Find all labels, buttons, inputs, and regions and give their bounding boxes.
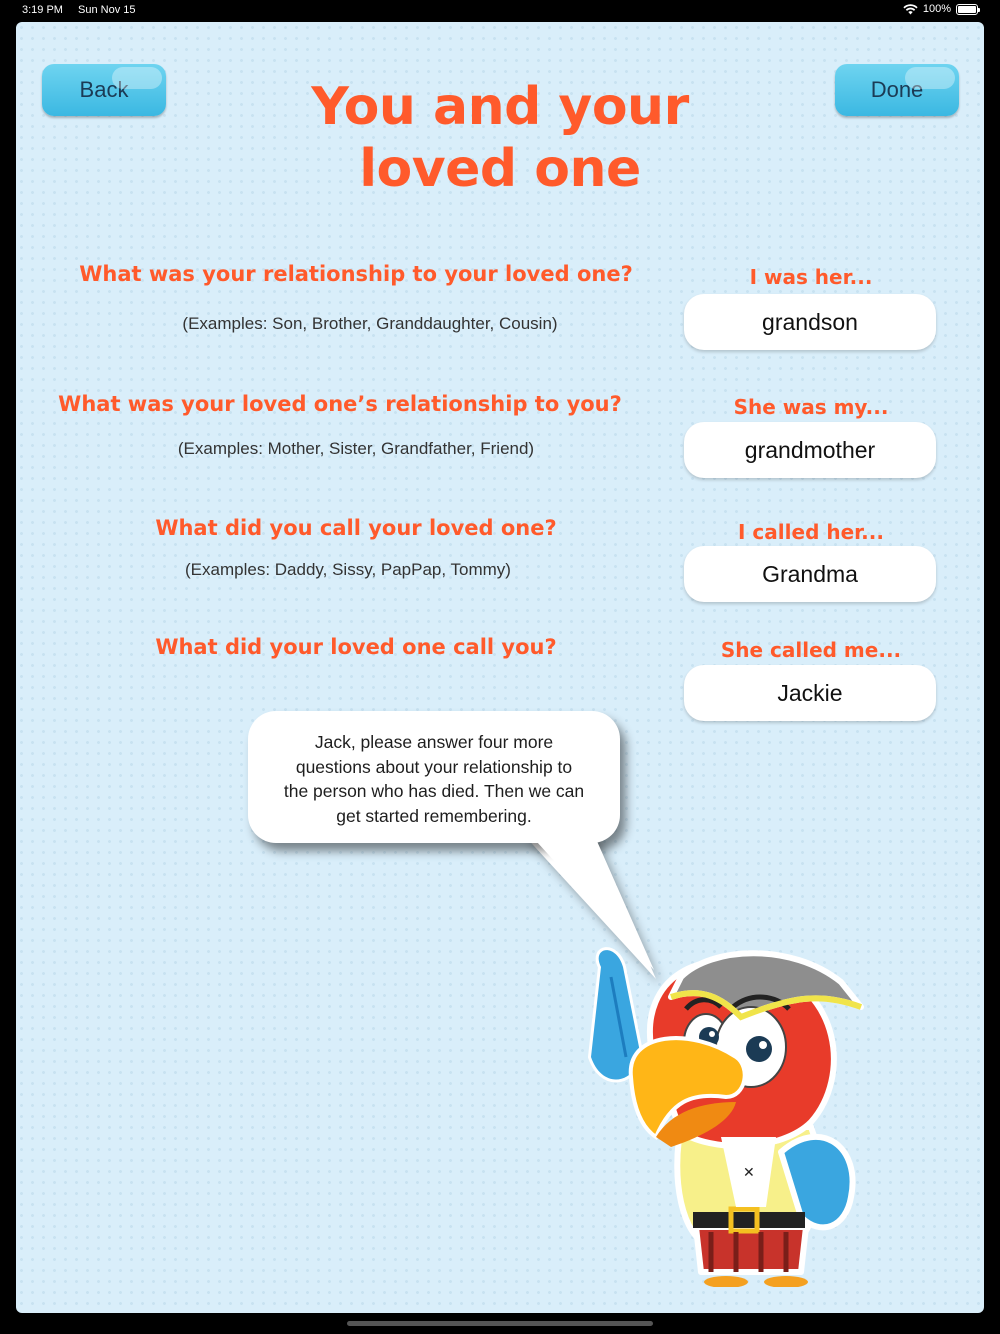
bubble-line-4: get started remembering.	[336, 805, 532, 826]
status-right	[903, 3, 978, 15]
examples-relationship: (Examples: Son, Brother, Granddaughter, Cousin)	[182, 314, 558, 333]
status-bar	[0, 0, 1000, 22]
question-loved-one-called-you: What did your loved one call you?	[155, 635, 557, 659]
battery-percent: 100%	[922, 3, 951, 15]
label-loved-one-called-you: She called me...	[720, 638, 902, 662]
label-relationship: I was her...	[749, 265, 873, 289]
bubble-line-1: Jack, please answer four more	[314, 732, 554, 752]
done-button-label: Done	[870, 77, 924, 102]
wifi-icon	[903, 4, 918, 15]
battery-icon	[956, 4, 978, 15]
examples-called-loved-one: (Examples: Daddy, Sissy, PapPap, Tommy)	[185, 560, 511, 579]
app-screen	[16, 22, 984, 1313]
status-date: Sun Nov 15	[78, 4, 136, 16]
question-relationship: What was your relationship to your loved one?	[79, 262, 633, 286]
page-title-line-1: You and your	[311, 77, 689, 137]
pirate-parrot-icon	[561, 937, 881, 1287]
home-indicator	[347, 1321, 653, 1326]
svg-text:✕: ✕	[743, 1165, 755, 1181]
page-title-line-2: loved one	[359, 139, 641, 199]
label-called-loved-one: I called her...	[738, 520, 884, 544]
label-loved-one-relationship: She was my...	[733, 395, 889, 419]
status-time: 3:19 PM	[22, 4, 63, 16]
bubble-line-2: questions about your relationship to	[295, 756, 573, 777]
bubble-line-3: the person who has died. Then we can	[283, 781, 585, 801]
back-button-label: Back	[79, 77, 129, 102]
examples-loved-one-relationship: (Examples: Mother, Sister, Grandfather, Friend)	[177, 439, 535, 458]
question-called-loved-one: What did you call your loved one?	[155, 516, 557, 540]
question-loved-one-relationship: What was your loved one’s relationship to you?	[58, 392, 622, 416]
